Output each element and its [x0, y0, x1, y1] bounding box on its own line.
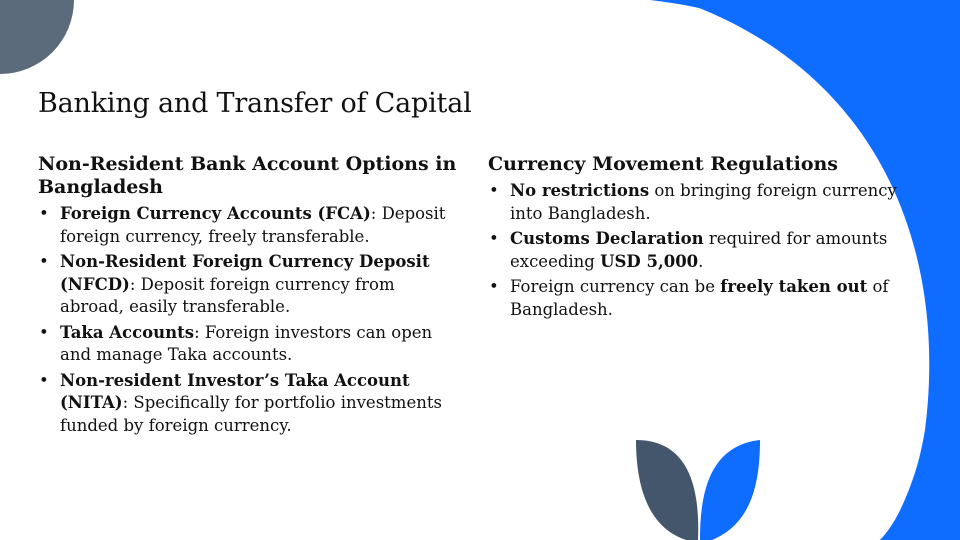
slide-title: Banking and Transfer of Capital	[38, 88, 472, 119]
list-item: • Taka Accounts: Foreign investors can open and manage Taka accounts.	[39, 322, 433, 364]
bullet-icon: •	[489, 181, 499, 200]
list-item: • No restrictions on bringing foreign currency into Bangladesh.	[489, 181, 897, 223]
corner-quarter-circle	[0, 0, 74, 74]
bullet-icon: •	[39, 252, 49, 271]
bullet-icon: •	[489, 229, 499, 248]
list-item: • Foreign Currency Accounts (FCA): Deposit foreign currency, freely transferable.	[39, 204, 446, 246]
list-item: • Non-resident Investor’s Taka Account (NITA): Specifically for portfolio investments funded by foreign currency.	[39, 370, 442, 435]
currency-regulations-heading: Currency Movement Regulations	[488, 153, 838, 175]
list-item: • Non-Resident Foreign Currency Deposit (NFCD): Deposit foreign currency from abroad, easily transferable.	[39, 252, 430, 316]
account-options-section	[38, 153, 458, 440]
account-options-list	[38, 203, 458, 437]
currency-regulations-section	[488, 153, 908, 324]
account-options-heading: Non-Resident Bank Account Options in Bangladesh	[38, 153, 457, 198]
blue-leaf-shape	[700, 440, 760, 540]
bullet-icon: •	[39, 204, 49, 223]
bullet-icon: •	[39, 322, 49, 342]
list-item: • Customs Declaration required for amounts exceeding USD 5,000.	[489, 229, 888, 271]
list-item: • Foreign currency can be freely taken out of Bangladesh.	[489, 277, 889, 319]
slate-leaf-shape	[636, 440, 698, 540]
bullet-icon: •	[39, 370, 49, 390]
currency-regulations-list	[488, 180, 908, 321]
bullet-icon: •	[489, 277, 499, 296]
